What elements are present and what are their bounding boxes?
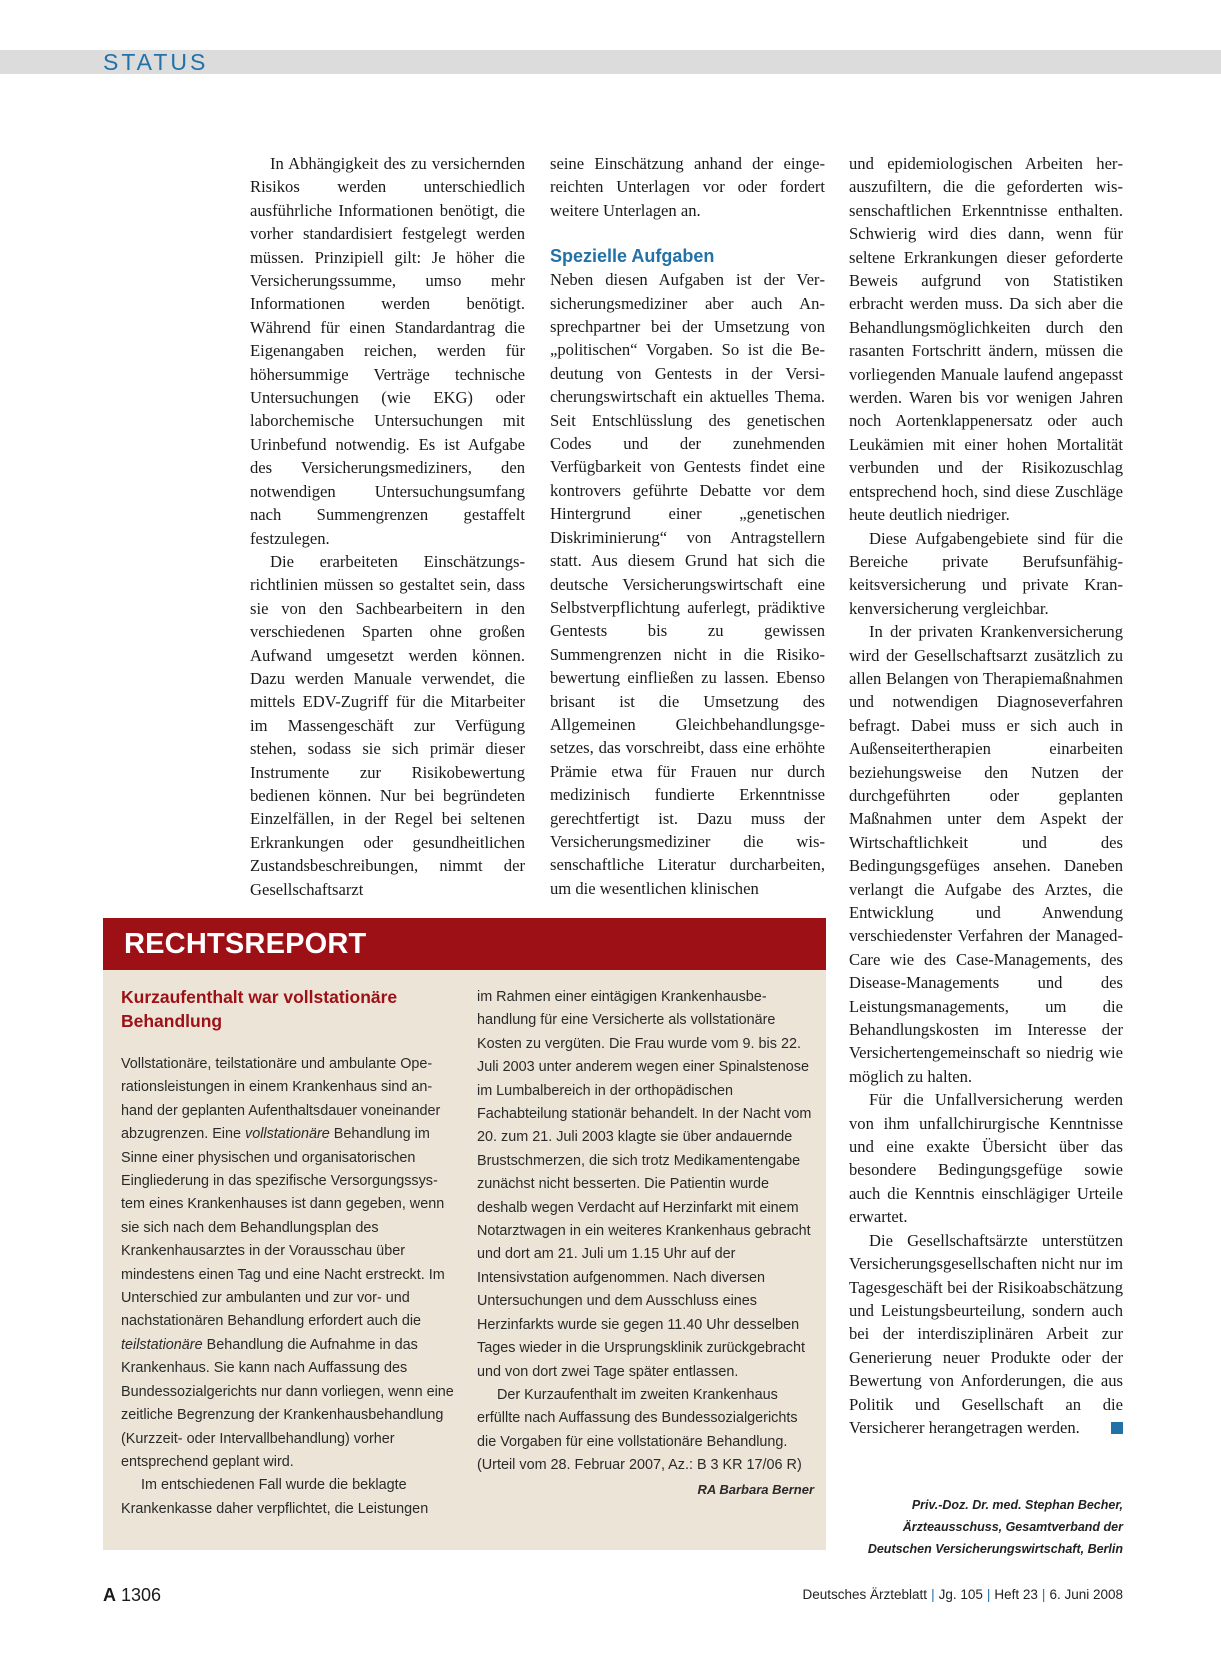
page-number: [103, 1583, 161, 1607]
article-paragraph: seine Einschätzung anhand der eingereichten Unterlagen vor oder fordert weitere Unterlagen an.: [550, 154, 825, 220]
rechtsreport-paragraph: Im entschiedenen Fall wurde die beklagte Krankenkasse daher verpflichtet, die Leistungen: [121, 1477, 429, 1517]
article-column-2: [550, 152, 825, 900]
article-paragraph: Für die Unfallversicherung werden von ihm unfallchirurgische Kenntnisse und eine exakte Übersicht über das besondere Bedingungsgefüge sowie auch die Kenntnis einschlägiger Urteile erwartet.: [849, 1090, 1123, 1227]
rechtsreport-text: Behandlung die Aufnahme in das Krankenhaus. Sie kann nach Auffassung des Bundessozialgerichts nur dann vorliegen, wenn eine zeitliche Begrenzung der Krankenhausbehandlung (Kurzzeit- oder Intervallbehandlung) vorher entsprechend geplant wird.: [121, 1336, 454, 1470]
rechtsreport-paragraph-final: [477, 1384, 814, 1497]
journal-date: 6. Juni 2008: [1049, 1587, 1123, 1602]
rechtsreport-paragraph: im Rahmen einer eintägigen Krankenhausbehandlung für eine Versicherte als vollstationäre Kosten zu vergüten. Die Frau wurde vom 9. bis 22. Juli 2003 unter anderem wegen einer Spinalstenose im Lumbalbereich in der orthopädischen Fachabteilung stationär behandelt. In der Nacht vom 20. zum 21. Juli 2003 klagte sie über andauernde Brustschmerzen, die sich trotz Medikamentengabe zunächst nicht besserten. Die Patientin wurde deshalb wegen Verdacht auf Herzinfarkt mit einem Notarztwagen in ein weiteres Krankenhaus gebracht und dort am 21. Juli um 1.15 Uhr auf der Intensivstation aufgenommen. Nach diversen Untersuchungen und dem Ausschluss eines Herzinfarkts wurde sie gegen 11.40 Uhr desselben Tages wieder in die Ursprungsklinik zurückgebracht und von dort zwei Tage später entlassen.: [477, 989, 812, 1380]
section-label: STATUS: [103, 49, 209, 75]
rechtsreport-title: RECHTSREPORT: [124, 928, 367, 960]
rechtsreport-text: Behandlung im Sinne einer physischen und organisatorischen Eingliederung in das spezifische Versorgungssystem eines Krankenhauses ist dann gegeben, wenn sie sich nach dem Behandlungsplan des Krankenhausarztes in der Vorausschau über mindestens einen Tag und eine Nacht erstreckt. Im Unterschied zur ambulanten und zur vor- und nachstationären Behandlung erfordert auch die: [121, 1126, 445, 1330]
journal-issue: Heft 23: [994, 1587, 1038, 1602]
separator: |: [986, 1587, 991, 1602]
subheading-spezielle-aufgaben: Spezielle Aufgaben: [550, 246, 715, 267]
article-paragraph: In der privaten Krankenversicherung wird der Gesellschaftsarzt zusätzlich zu allen Belangen von Therapiemaßnahmen und notwendigen Diagnoseverfahren befragt. Dabei muss er sich auch in Außenseitertherapien einarbeiten beziehungsweise den Nutzen der durchgeführten oder geplanten Maßnahmen unter dem Aspekt der Wirtschaftlichkeit und des Bedingungsgefüges ansehen. Daneben verlangt die Aufgabe des Arztes, die Entwicklung und Anwendung verschiedenster Verfahren der Managed-Care wie des Case-Managements, des Disease-Managements und des Leistungsmanagements, um die Behandlungskosten im Interesse der Versichertengemeinschaft so niedrig wie möglich zu halten.: [849, 622, 1123, 1086]
rechtsreport-text: Vollstationäre, teilstationäre und ambulante Operationsleistungen in einem Krankenhaus sind anhand der geplanten Aufenthaltsdauer voneinander abzugrenzen. Eine: [121, 1056, 441, 1143]
end-mark-icon: [1111, 1422, 1123, 1434]
article-column-1: [250, 152, 525, 901]
rechtsreport-text: Der Kurzaufenthalt im zweiten Krankenhaus erfüllte nach Auffassung des Bundessozialgerichts die Vorgaben für eine vollstationäre Behandlung. (Urteil vom 28. Februar 2007, Az.: B 3 KR 17/06 R): [477, 1386, 802, 1474]
journal-name: Deutsches Ärzteblatt: [802, 1587, 928, 1602]
rechtsreport-emphasis: vollstationäre: [245, 1126, 330, 1143]
journal-footer: [803, 1585, 1124, 1605]
separator: |: [931, 1587, 935, 1602]
article-paragraph: In Abhängigkeit des zu versichernden Risikos werden unterschiedlich ausführliche Informationen benötigt, die vorher standardisiert festgelegt werden müssen. Prinzipiell gilt: Je höher die Versicherungssumme, umso mehr Informationen werden benötigt. Während für einen Standardantrag die Eigenangaben reichen, werden für höhersummige Verträge technische Untersuchungen (wie EKG) oder laborchemische Untersuchungen mit Urinbefund notwendig. Es ist Aufgabe des Versicherungsmediziners, den notwendigen Untersuchungsumfang nach Summengrenzen gestaffelt festzulegen.: [250, 154, 525, 548]
rechtsreport-column-2: [477, 986, 814, 1501]
journal-volume: Jg. 105: [938, 1587, 983, 1602]
article-paragraph: Neben diesen Aufgaben ist der Versicherungsmediziner aber auch Ansprechpartner bei der Umsetzung von „politischen“ Vorgaben. So ist die Bedeutung von Gentests in der Versicherungswirtschaft ein aktuelles Thema. Seit Entschlüsslung des genetischen Codes und der zunehmenden Verfügbarkeit von Gentests findet eine kontrovers geführte Debatte vor dem Hintergrund einer „genetischen Diskriminierung“ von Antragstellern statt. Aus diesem Grund hat sich die deutsche Versicherungswirtschaft eine Selbstverpflichtung auferlegt, prädiktive Gentests bis zu gewissen Summengrenzen nicht in die Risikobewertung einfließen zu lassen. Ebenso brisant ist die Umsetzung des Allgemeinen Gleichbehandlungsgesetzes, das vorschreibt, dass eine erhöhte Prämie etwa für Frauen nur durch medizinisch fundierte Erkenntnisse gerechtfertigt ist. Dazu muss der Versicherungsmediziner die wissenschaftliche Literatur durcharbeiten, um die wesentlichen klinischen: [550, 270, 825, 898]
rechtsreport-column-1: [121, 985, 456, 1521]
signature-line: Deutschen Versicherungswirtschaft, Berlin: [867, 1542, 1123, 1556]
page-prefix: A: [103, 1585, 116, 1605]
rechtsreport-author: RA Barbara Berner: [697, 1481, 814, 1497]
rechtsreport-paragraph: [121, 1053, 456, 1474]
author-signature: [849, 1494, 1123, 1560]
rechtsreport-emphasis: teilstationäre: [121, 1336, 203, 1353]
article-column-3: [849, 152, 1123, 1439]
page-number-value: 1306: [121, 1585, 162, 1605]
separator: |: [1041, 1587, 1046, 1602]
article-paragraph: Die erarbeiteten Einschätzungsrichtlinien müssen so gestaltet sein, dass sie von den Sachbearbeitern in den verschiedenen Sparten ohne großen Aufwand umgesetzt werden können. Dazu werden Manuale verwendet, die mittels EDV-Zugriff für die Mitarbeiter im Massengeschäft zur Verfügung stehen, sodass sie sich primär dieser Instrumente zur Risikobewertung bedienen können. Nur bei begründeten Einzelfällen, in der Regel bei seltenen Erkrankungen oder gesundheitlichen Zustandsbeschreibungen, nimmt der Gesellschaftsarzt: [250, 551, 525, 899]
signature-line: Ärzteausschuss, Gesamtverband der: [902, 1520, 1123, 1534]
article-paragraph: und epidemiologischen Arbeiten herauszufiltern, die die geforderten wissenschaftlichen Erkenntnisse enthalten. Schwierig wird dies dann, wenn für seltene Erkrankungen dieser geforderte Beweis aufgrund von Statistiken erbracht werden muss. Da sich aber die Behandlungsmöglichkeiten durch den rasanten Fortschritt ändern, müssen die vorliegenden Manuale laufend angepasst werden. Waren bis vor wenigen Jahren noch Aortenklappenersatz oder auch Leukämien mit einer hohen Mortalität verbunden und der Risikozuschlag entsprechend hoch, sind diese Zuschläge heute deutlich niedriger.: [849, 154, 1123, 525]
article-paragraph-final: [849, 1229, 1123, 1440]
article-paragraph-text: Die Gesellschaftsärzte unterstützen Versicherungsgesellschaften nicht nur im Tagesgeschäft bei der Risikoabschätzung und Leistungsbeurteilung, sondern auch bei der interdisziplinären Arbeit zur Generierung neuer Produkte oder der Bewertung von Anforderungen, die aus Politik und Gesellschaft an die Versicherer herangetragen werden.: [849, 1230, 1123, 1437]
rechtsreport-headline: Kurzaufenthalt war vollstationäre Behandlung: [121, 987, 398, 1031]
signature-line: Priv.-Doz. Dr. med. Stephan Becher,: [911, 1498, 1123, 1512]
article-paragraph: Diese Aufgabengebiete sind für die Bereiche private Berufsunfähigkeitsversicherung und private Krankenversicherung vergleichbar.: [849, 528, 1123, 618]
